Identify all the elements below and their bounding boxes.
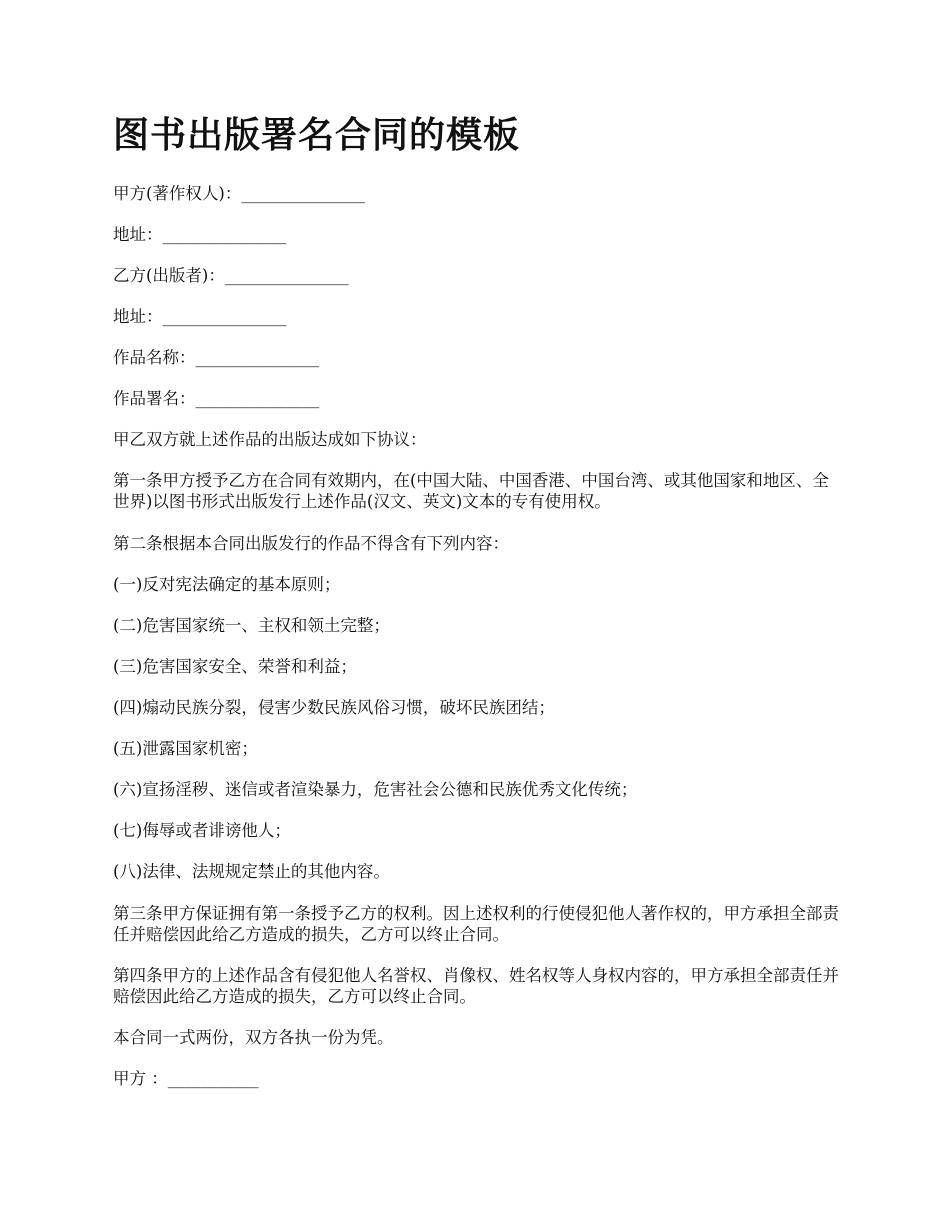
article-2-item-4: (四)煽动民族分裂，侵害少数民族风俗习惯，破坏民族团结； [113,698,555,717]
work-signature-line: 作品署名：_______________ [113,389,320,408]
article-2: 第二条根据本合同出版发行的作品不得含有下列内容： [113,534,509,553]
party-a-address-line: 地址：_______________ [113,225,287,244]
party-b-line: 乙方(出版者)：_______________ [113,266,349,285]
party-a-signature-line: 甲方 ：___________ [113,1069,259,1088]
party-a-line: 甲方(著作权人)：_______________ [113,184,366,203]
article-3: 第三条甲方保证拥有第一条授予乙方的权利。因上述权利的行使侵犯他人著作权的，甲方承担全部责任并赔偿因此给乙方造成的损失，乙方可以终止合同。 [113,904,839,944]
copies-clause: 本合同一式两份，双方各执一份为凭。 [113,1028,394,1047]
article-2-item-5: (五)泄露国家机密； [113,739,258,758]
party-b-address-line: 地址：_______________ [113,307,287,326]
article-2-item-6: (六)宣扬淫秽、迷信或者渲染暴力，危害社会公德和民族优秀文化传统； [113,780,638,799]
article-1: 第一条甲方授予乙方在合同有效期内，在(中国大陆、中国香港、中国台湾、或其他国家和地区、全世界)以图书形式出版发行上述作品(汉文、英文)文本的专有使用权。 [113,471,829,511]
article-2-item-2: (二)危害国家统一、主权和领土完整； [113,616,390,635]
document-title: 图书出版署名合同的模板 [113,115,521,156]
article-4: 第四条甲方的上述作品含有侵犯他人名誉权、肖像权、姓名权等人身权内容的，甲方承担全部责任并赔偿因此给乙方造成的损失，乙方可以终止合同。 [113,966,839,1006]
article-2-item-7: (七)侮辱或者诽谤他人； [113,821,291,840]
article-2-item-1: (一)反对宪法确定的基本原则； [113,575,341,594]
article-2-item-3: (三)危害国家安全、荣誉和利益； [113,657,357,676]
agreement-intro: 甲乙双方就上述作品的出版达成如下协议： [113,430,427,449]
work-title-line: 作品名称：_______________ [113,348,320,367]
article-2-item-8: (八)法律、法规规定禁止的其他内容。 [113,862,390,881]
